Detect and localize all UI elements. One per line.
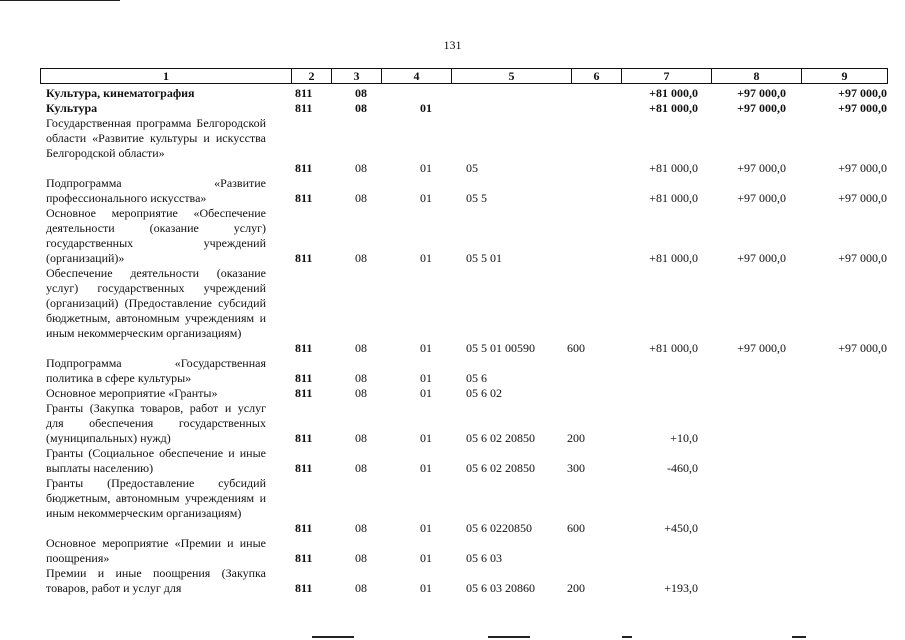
table-row bbox=[0, 116, 905, 176]
row-col-2: 811 bbox=[295, 191, 313, 205]
row-col-7: -460,0 bbox=[667, 461, 698, 475]
header-col-1: 1 bbox=[163, 69, 169, 83]
row-col-2: 811 bbox=[295, 161, 313, 175]
row-col-7: +81 000,0 bbox=[649, 161, 698, 175]
row-col-3: 08 bbox=[355, 341, 367, 355]
row-name: Обеспечение деятельности (оказание услуг) государственных учреждений (организаций) (Предоставление субсидий бюджетным, автономным учреждениям и иным некоммерческим организациям) bbox=[46, 266, 266, 340]
row-name: Подпрограмма «Развитие профессионального искусства» bbox=[46, 176, 266, 205]
row-col-2: 811 bbox=[295, 461, 313, 475]
row-col-2: 811 bbox=[295, 551, 313, 565]
row-col-5: 05 6 02 20850 bbox=[466, 431, 535, 445]
row-col-2: 811 bbox=[295, 386, 313, 400]
page-number: 131 bbox=[443, 38, 462, 52]
scan-edge-mark bbox=[792, 636, 806, 638]
row-col-4: 01 bbox=[420, 461, 432, 475]
table-header bbox=[40, 68, 888, 84]
row-col-2: 811 bbox=[295, 251, 313, 265]
row-col-7: +10,0 bbox=[670, 431, 698, 445]
row-name: Основное мероприятие «Премии и иные поощрения» bbox=[46, 536, 266, 565]
row-col-9: +97 000,0 bbox=[838, 86, 887, 100]
row-col-8: +97 000,0 bbox=[737, 251, 786, 265]
row-col-8: +97 000,0 bbox=[737, 161, 786, 175]
row-col-3: 08 bbox=[355, 251, 367, 265]
row-col-4: 01 bbox=[420, 191, 432, 205]
row-col-3: 08 bbox=[355, 86, 367, 100]
table-row bbox=[0, 101, 905, 116]
row-col-3: 08 bbox=[355, 461, 367, 475]
row-col-8: +97 000,0 bbox=[737, 86, 786, 100]
row-col-5: 05 6 bbox=[466, 371, 487, 385]
row-col-5: 05 6 03 20860 bbox=[466, 581, 535, 595]
row-name: Культура bbox=[46, 101, 98, 115]
row-col-6: 300 bbox=[567, 461, 585, 475]
row-col-3: 08 bbox=[355, 161, 367, 175]
row-name: Основное мероприятие «Обеспечение деятельности (оказание услуг) государственных учреждений (организаций)» bbox=[46, 206, 266, 265]
row-col-2: 811 bbox=[295, 581, 313, 595]
row-col-6: 600 bbox=[567, 521, 585, 535]
table-row bbox=[0, 266, 905, 356]
table-row bbox=[0, 206, 905, 266]
header-col-5: 5 bbox=[451, 69, 571, 83]
table-row bbox=[0, 536, 905, 566]
row-col-4: 01 bbox=[420, 521, 432, 535]
row-col-5: 05 bbox=[466, 161, 478, 175]
row-col-9: +97 000,0 bbox=[838, 101, 887, 115]
row-col-3: 08 bbox=[355, 371, 367, 385]
row-col-6: 200 bbox=[567, 431, 585, 445]
scan-edge-mark bbox=[0, 0, 120, 1]
row-col-4: 01 bbox=[420, 581, 432, 595]
row-col-7: +450,0 bbox=[664, 521, 698, 535]
row-col-8: +97 000,0 bbox=[737, 101, 786, 115]
row-col-3: 08 bbox=[355, 191, 367, 205]
row-col-9: +97 000,0 bbox=[838, 341, 887, 355]
header-col-8: 8 bbox=[711, 69, 801, 83]
table-row bbox=[0, 176, 905, 206]
table-row bbox=[0, 446, 905, 476]
row-name: Основное мероприятие «Гранты» bbox=[46, 386, 218, 400]
row-col-9: +97 000,0 bbox=[838, 191, 887, 205]
row-col-4: 01 bbox=[420, 101, 432, 115]
scan-edge-mark bbox=[312, 636, 354, 638]
row-col-5: 05 6 02 bbox=[466, 386, 502, 400]
row-col-5: 05 6 03 bbox=[466, 551, 502, 565]
row-col-2: 811 bbox=[295, 101, 313, 115]
row-col-4: 01 bbox=[420, 251, 432, 265]
scan-edge-mark bbox=[488, 636, 530, 638]
row-col-4: 01 bbox=[420, 431, 432, 445]
row-col-3: 08 bbox=[355, 521, 367, 535]
row-col-4: 01 bbox=[420, 161, 432, 175]
header-col-4: 4 bbox=[381, 69, 451, 83]
table-row bbox=[0, 386, 905, 401]
row-name: Гранты (Социальное обеспечение и иные выплаты населению) bbox=[46, 446, 266, 475]
row-col-7: +81 000,0 bbox=[649, 341, 698, 355]
row-col-9: +97 000,0 bbox=[838, 251, 887, 265]
table-row bbox=[0, 86, 905, 101]
row-col-7: +81 000,0 bbox=[649, 101, 698, 115]
row-col-7: +81 000,0 bbox=[649, 251, 698, 265]
table-row bbox=[0, 401, 905, 446]
row-col-4: 01 bbox=[420, 371, 432, 385]
row-col-4: 01 bbox=[420, 386, 432, 400]
header-col-7: 7 bbox=[621, 69, 711, 83]
row-col-7: +81 000,0 bbox=[649, 191, 698, 205]
row-name: Гранты (Предоставление субсидий бюджетным, автономным учреждениям и иным некоммерческим организациям) bbox=[46, 476, 266, 520]
row-name: Гранты (Закупка товаров, работ и услуг для обеспечения государственных (муниципальных) нужд) bbox=[46, 401, 266, 445]
row-col-3: 08 bbox=[355, 386, 367, 400]
row-col-5: 05 5 bbox=[466, 191, 487, 205]
row-col-5: 05 5 01 00590 bbox=[466, 341, 535, 355]
header-col-2: 2 bbox=[291, 69, 331, 83]
row-col-4: 01 bbox=[420, 341, 432, 355]
row-col-5: 05 6 0220850 bbox=[466, 521, 532, 535]
row-col-2: 811 bbox=[295, 521, 313, 535]
row-name: Подпрограмма «Государственная политика в сфере культуры» bbox=[46, 356, 266, 385]
row-name: Государственная программа Белгородской области «Развитие культуры и искусства Белгородской области» bbox=[46, 116, 266, 160]
row-col-8: +97 000,0 bbox=[737, 191, 786, 205]
row-col-6: 600 bbox=[567, 341, 585, 355]
row-name: Премии и иные поощрения (Закупка товаров, работ и услуг для bbox=[46, 566, 266, 595]
header-col-3: 3 bbox=[331, 69, 381, 83]
row-col-2: 811 bbox=[295, 341, 313, 355]
table-row bbox=[0, 476, 905, 536]
row-col-5: 05 6 02 20850 bbox=[466, 461, 535, 475]
row-col-2: 811 bbox=[295, 86, 313, 100]
row-col-2: 811 bbox=[295, 371, 313, 385]
row-col-3: 08 bbox=[355, 581, 367, 595]
row-col-3: 08 bbox=[355, 101, 367, 115]
row-name: Культура, кинематография bbox=[46, 86, 195, 100]
row-col-8: +97 000,0 bbox=[737, 341, 786, 355]
row-col-6: 200 bbox=[567, 581, 585, 595]
row-col-3: 08 bbox=[355, 551, 367, 565]
header-col-9: 9 bbox=[801, 69, 887, 83]
row-col-7: +193,0 bbox=[664, 581, 698, 595]
row-col-7: +81 000,0 bbox=[649, 86, 698, 100]
row-col-5: 05 5 01 bbox=[466, 251, 502, 265]
table-row bbox=[0, 356, 905, 386]
row-col-9: +97 000,0 bbox=[838, 161, 887, 175]
header-col-6: 6 bbox=[571, 69, 621, 83]
table-row bbox=[0, 566, 905, 596]
row-col-4: 01 bbox=[420, 551, 432, 565]
row-col-2: 811 bbox=[295, 431, 313, 445]
row-col-3: 08 bbox=[355, 431, 367, 445]
scan-edge-mark bbox=[622, 636, 632, 638]
